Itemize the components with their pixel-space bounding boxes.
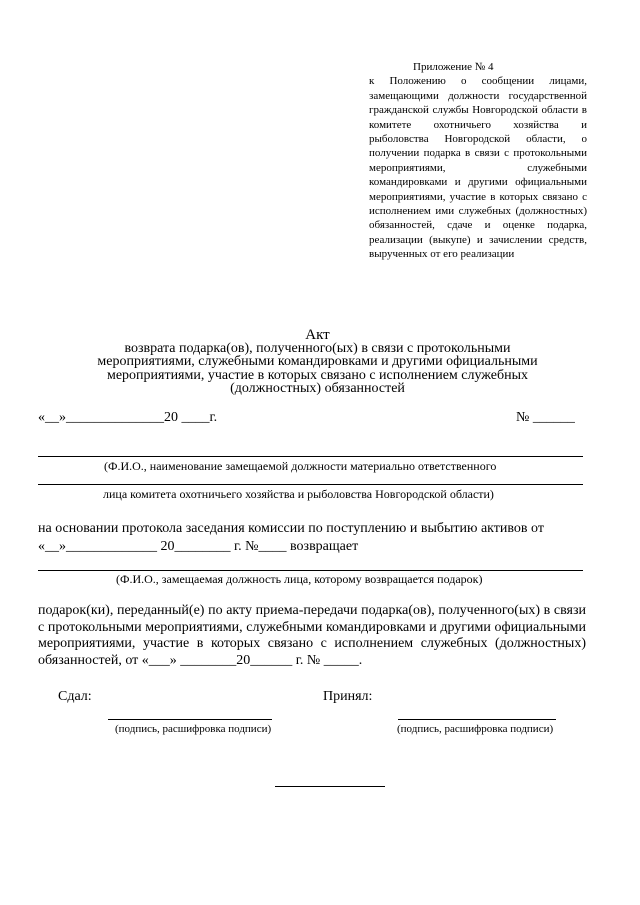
appendix-block — [369, 60, 587, 262]
act-subtitle-line-2: мероприятиями, служебными командировками и другими официальными — [97, 354, 538, 370]
act-subtitle-line-1: возврата подарка(ов), полученного(ых) в связи с протокольными — [124, 341, 511, 356]
act-title: Акт — [305, 327, 330, 343]
caption-responsible-2: лица комитета охотничьего хозяйства и рыболовства Новгородской области) — [103, 487, 494, 501]
gift-paragraph: подарок(ки), переданный(е) по акту приема-передачи подарка(ов), полученного(ых) в связи с протокольными мероприятиями, служебными командировками и другими официальными мероприятиями, участие в которых связано с исполнением служебных (должностных) обязанностей, от «___» ________20______ г. № _____. — [38, 603, 586, 668]
accepted-signature-caption: (подпись, расшифровка подписи) — [397, 723, 554, 735]
act-subtitle-line-3: мероприятиями, участие в которых связано с исполнением служебных — [106, 367, 529, 383]
basis-line-1: на основании протокола заседания комиссии по поступлению и выбытию активов от — [38, 521, 544, 536]
handed-signature-line — [108, 719, 272, 720]
accepted-signature-line — [398, 719, 556, 720]
appendix-heading: Приложение № 4 — [413, 61, 494, 73]
act-title-block — [60, 328, 575, 396]
accepted-label: Принял: — [323, 689, 373, 704]
handed-signature-caption: (подпись, расшифровка подписи) — [115, 723, 272, 735]
caption-recipient: (Ф.И.О., замещаемая должность лица, которому возвращается подарок) — [116, 572, 483, 586]
date-line: «__»______________20 ____г. — [38, 410, 218, 425]
recipient-field-line — [38, 570, 583, 571]
appendix-text: к Положению о сообщении лицами, замещающими должности государственной гражданской службы Новгородской области в комитете охотничьего хозяйства и рыболовства Новгородской области, о получении подарка в связи с протокольными мероприятиями, служебными командировками и другими официальными мероприятиями, участие в которых связано с исполнением ими служебных (должностных) обязанностей, сдаче и оценке подарка, реализации (выкупе) и зачислении средств, вырученных от его реализации — [369, 75, 587, 261]
responsible-field-line-1 — [38, 456, 583, 457]
act-subtitle-line-4: (должностных) обязанностей — [230, 381, 405, 397]
basis-line-2: «__»_____________ 20________ г. №____ возвращает — [38, 539, 359, 554]
handed-label: Сдал: — [58, 689, 92, 704]
number-line: № ______ — [516, 410, 575, 425]
closing-rule — [275, 786, 385, 787]
responsible-field-line-2 — [38, 484, 583, 485]
caption-responsible-1: (Ф.И.О., наименование замещаемой должности материально ответственного — [104, 459, 497, 473]
